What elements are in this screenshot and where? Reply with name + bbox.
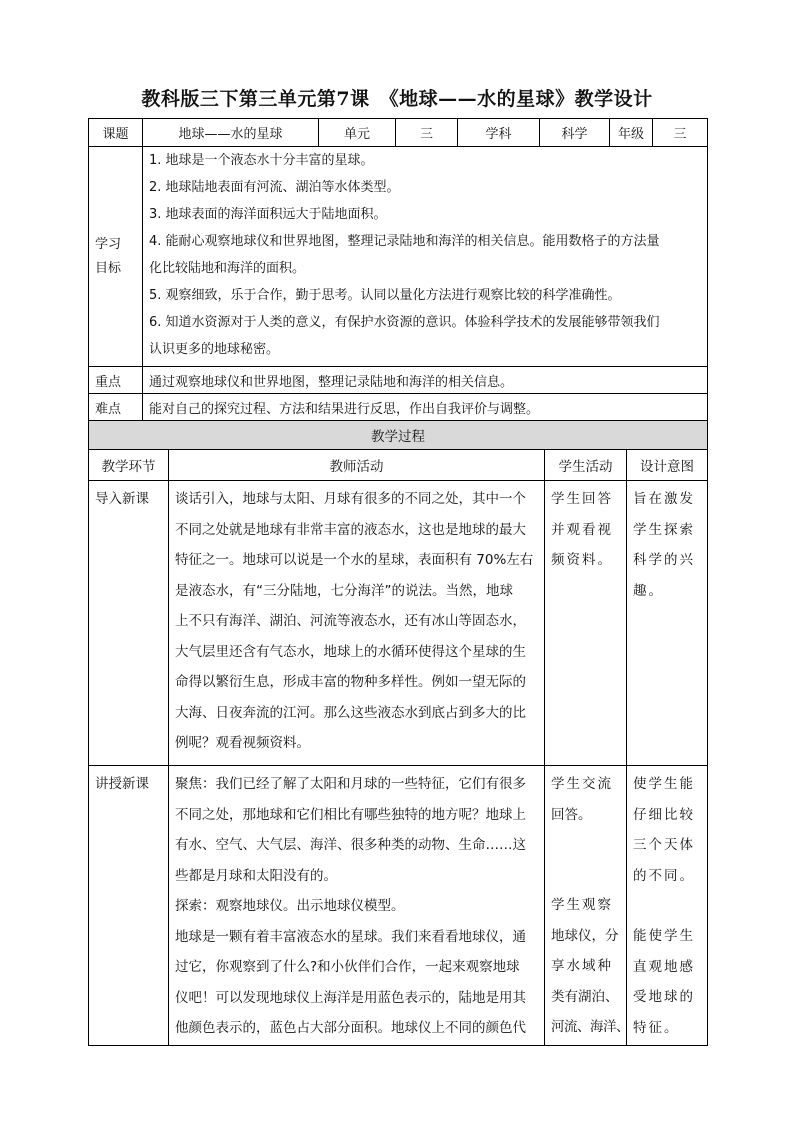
text-line: 河流、海洋、	[551, 1019, 629, 1035]
goal-line: 4. 能耐心观察地球仪和世界地图，整理记录陆地和海洋的相关信息。能用数格子的方法量	[149, 234, 660, 249]
text-line: 是液态水，有“三分陆地，七分海洋”的说法。当然，地球	[175, 582, 513, 599]
goals-label-line: 学习	[95, 236, 122, 252]
unit-label: 单元	[319, 119, 396, 147]
text-line: 回答。	[551, 806, 592, 823]
text-line: 三个天体	[633, 837, 695, 853]
process-title: 教学过程	[89, 421, 708, 450]
text-line: 他颜色表示的，蓝色占大部分面积。地球仪上不同的颜色代	[175, 1020, 526, 1036]
text-line: 仔细比较	[633, 806, 695, 823]
teacher-activity-cell	[169, 481, 545, 766]
text-line: 直观地感	[633, 958, 695, 975]
goal-line: 3. 地球表面的海洋面积远大于陆地面积。	[149, 207, 387, 222]
text-line	[633, 891, 702, 921]
text-line: 大气层里还含有气态水，地球上的水循环使得这个星球的生	[175, 643, 526, 660]
topic-value: 地球——水的星球	[143, 119, 319, 147]
document-title: 教科版三下第三单元第7课 《地球——水的星球》教学设计	[141, 88, 653, 110]
lesson-info-table	[88, 118, 708, 421]
text-line: 类有湖泊、	[551, 988, 619, 1005]
text-line: 例呢？观看视频资料。	[175, 735, 310, 751]
key-point-label: 重点	[89, 367, 143, 394]
text-line: 命得以繁衍生息，形成丰富的物种多样性。例如一望无际的	[175, 674, 526, 690]
text-line: 地球仪，分	[551, 927, 619, 944]
text-line: 学生观察	[551, 897, 613, 913]
text-line: 特征之一。地球可以说是一个水的星球，表面积有 70%左右	[175, 552, 534, 568]
text-line: 些都是月球和太阳没有的。	[175, 867, 337, 884]
text-line: 大海、日夜奔流的江河。那么这些液态水到底占到多大的比	[175, 704, 526, 721]
text-line: 科学的兴	[633, 552, 695, 568]
text-line: 受地球的	[633, 989, 695, 1005]
header-student: 学生活动	[545, 450, 627, 481]
text-line: 学生回答	[551, 491, 613, 507]
grade-value: 三	[653, 119, 708, 147]
student-activity-cell	[545, 481, 627, 766]
text-line: 不同之处，那地球和它们相比有哪些独特的地方呢？地球上	[175, 806, 526, 823]
stage-cell: 导入新课	[89, 481, 169, 766]
text-line: 不同之处就是地球有非常丰富的液态水，这也是地球的最大	[175, 521, 526, 538]
text-line: 频资料。	[551, 552, 613, 568]
text-line: 学生交流	[551, 776, 613, 792]
design-intent-cell	[627, 481, 708, 766]
text-line: 并观看视	[551, 521, 613, 538]
goal-line: 2. 地球陆地表面有河流、湖泊等水体类型。	[149, 180, 400, 195]
goals-label-line: 目标	[95, 260, 122, 276]
text-line	[551, 830, 621, 860]
goal-line: 6. 知道水资源对于人类的意义，有保护水资源的意识。体验科学技术的发展能够带领我们	[149, 315, 660, 330]
text-line: 上不只有海洋、湖泊、河流等液态水，还有冰山等固态水，	[175, 613, 526, 629]
teacher-activity-cell	[169, 766, 545, 1046]
goal-line: 认识更多的地球秘密。	[149, 342, 280, 357]
teaching-process-table	[88, 420, 708, 1046]
student-activity-cell	[545, 766, 627, 1046]
header-teacher: 教师活动	[169, 450, 545, 481]
text-line: 旨在激发	[633, 491, 695, 507]
text-line: 特征。	[633, 1019, 680, 1036]
text-line: 能使学生	[633, 928, 695, 944]
table-row	[89, 766, 708, 1046]
text-line: 探索：观察地球仪。出示地球仪模型。	[175, 898, 405, 914]
grade-label: 年级	[610, 119, 653, 147]
text-line: 的不同。	[633, 867, 695, 884]
header-intent: 设计意图	[627, 450, 708, 481]
goal-line: 1. 地球是一个液态水十分丰富的星球。	[149, 153, 374, 168]
text-line: 地球是一颗有着丰富液态水的星球。我们来看看地球仪，通	[175, 928, 526, 945]
text-line: 趣。	[633, 582, 664, 599]
stage-cell: 讲授新课	[89, 766, 169, 1046]
unit-value: 三	[396, 119, 458, 147]
text-line: 谈话引入，地球与太阳、月球有很多的不同之处，其中一个	[175, 491, 526, 507]
text-line: 聚焦：我们已经了解了太阳和月球的一些特征，它们有很多	[175, 776, 526, 792]
goals-content	[143, 147, 708, 367]
header-stage: 教学环节	[89, 450, 169, 481]
design-intent-cell	[627, 766, 708, 1046]
subject-label: 学科	[458, 119, 540, 147]
text-line	[551, 860, 621, 890]
text-line: 仪吧！可以发现地球仪上海洋是用蓝色表示的，陆地是用其	[175, 989, 526, 1006]
goals-label	[89, 147, 143, 367]
text-line: 享水域种	[551, 958, 613, 974]
text-line: 学生探索	[633, 521, 695, 538]
goal-line: 5. 观察细致，乐于合作，勤于思考。认同以量化方法进行观察比较的科学准确性。	[149, 288, 621, 303]
difficulty-label: 难点	[89, 394, 143, 421]
text-line: 有水、空气、大气层、海洋、很多种类的动物、生命……这	[175, 837, 526, 853]
table-row	[89, 481, 708, 766]
text-line: 过它，你观察到了什么?和小伙伴们合作，一起来观察地球	[175, 959, 520, 975]
difficulty-text: 能对自己的探究过程、方法和结果进行反思，作出自我评价与调整。	[143, 394, 708, 421]
topic-label: 课题	[89, 119, 143, 147]
goal-line: 化比较陆地和海洋的面积。	[149, 261, 306, 276]
key-point-text: 通过观察地球仪和世界地图，整理记录陆地和海洋的相关信息。	[143, 367, 708, 394]
subject-value: 科学	[540, 119, 610, 147]
text-line: 使学生能	[633, 776, 695, 792]
